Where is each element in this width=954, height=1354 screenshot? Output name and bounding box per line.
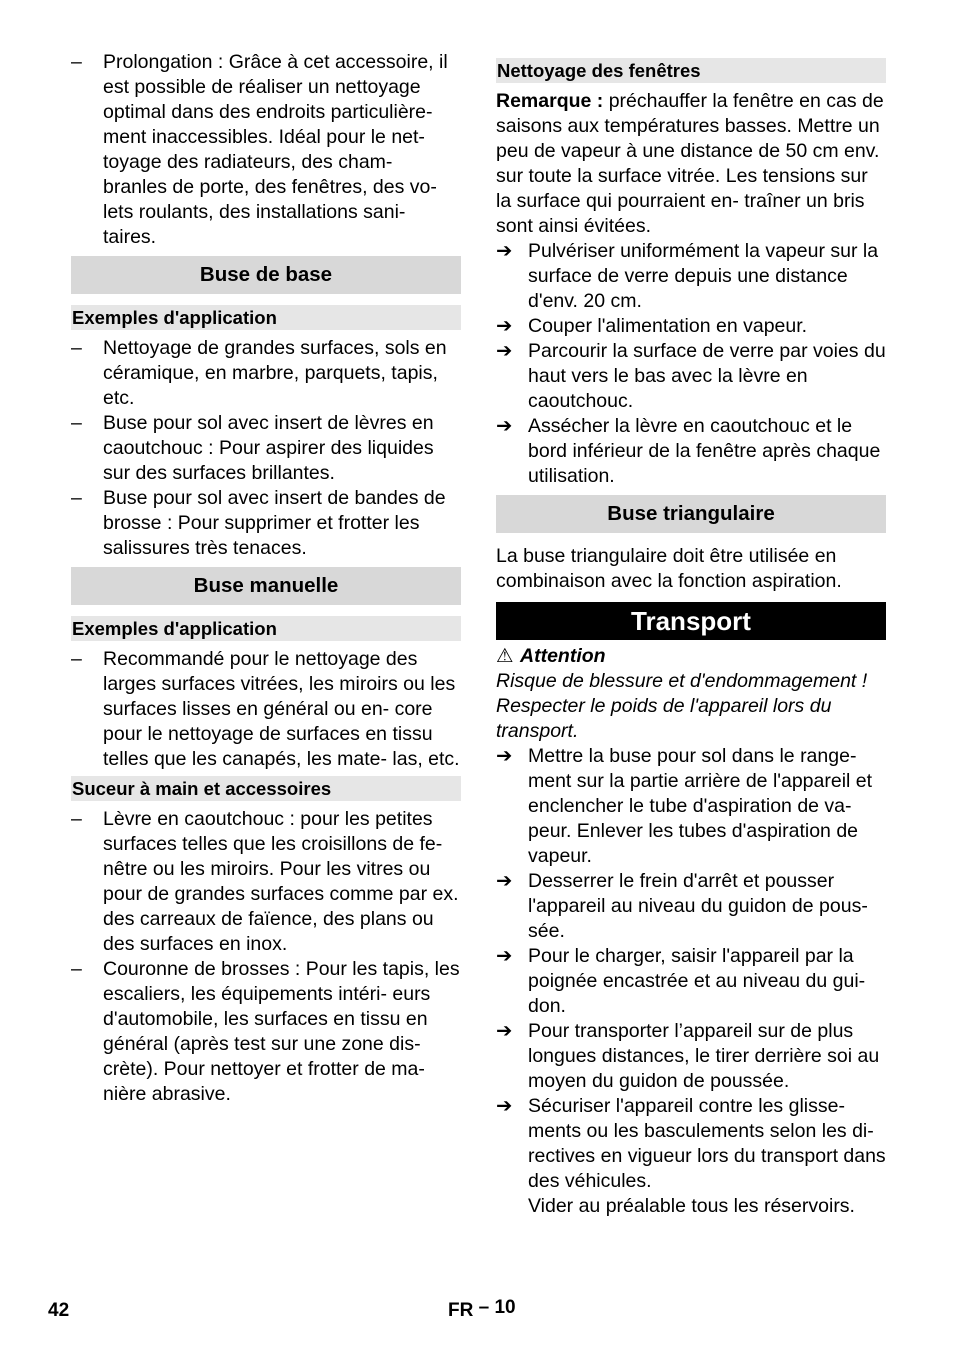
final-note: Vider au préalable tous les réservoirs. — [528, 1195, 855, 1217]
arrow-right-icon: ➔ — [496, 315, 513, 337]
arrow-right-icon: ➔ — [496, 745, 513, 767]
page-number: 42 — [48, 1300, 70, 1321]
right-column — [496, 58, 886, 1219]
step-item: ➔ Desserrer le frein d'arrêt et pousser l'appareil au niveau du guidon de pous- sée. — [496, 870, 868, 942]
subheading-nettoyage-fenetres: Nettoyage des fenêtres — [496, 58, 886, 83]
step-item: ➔ Parcourir la surface de verre par voies du haut vers le bas avec la lèvre en caoutchouc. — [496, 340, 886, 412]
remark-paragraph: Remarque : préchauffer la fenêtre en cas de saisons aux températures basses. Mettre un peu de vapeur à une distance de 50 cm env. sur toute la surface vitrée. Les tensions sur la surface qui pourraient en- traîner un bris sont ainsi évitées. — [496, 90, 884, 237]
list-item: – Couronne de brosses : Pour les tapis, les escaliers, les équipements intéri- eurs d'automobile, les surfaces en tissu en général (après test sur une zone dis- crète). Pour nettoyer et frotter de ma- nière abrasive. — [71, 957, 461, 1107]
warning-title: ⚠ Attention — [496, 645, 606, 667]
warning-text: Risque de blessure et d'endommagement ! Respecter le poids de l'appareil lors du transport. — [496, 670, 868, 742]
step-item: ➔ Assécher la lèvre en caoutchouc et le bord inférieur de la fenêtre après chaque utilisation. — [496, 415, 881, 487]
subheading-exemples-application: Exemples d'application — [71, 305, 461, 330]
step-item: ➔ Mettre la buse pour sol dans le range- ment sur la partie arrière de l'appareil et enclencher le tube d'aspiration de va- peur. Enlever les tubes d'aspiration de vapeur. — [496, 745, 873, 867]
step-item: ➔ Pour le charger, saisir l'appareil par la poignée encastrée et au niveau du gui- don. — [496, 945, 866, 1017]
arrow-right-icon: ➔ — [496, 1020, 513, 1042]
list-item: – Prolongation : Grâce à cet accessoire, il est possible de réaliser un nettoyage optimal dans des endroits particulière- ment inaccessibles. Idéal pour le net- toyage des radiateurs, des cham- branles de porte, des fenêtres, des vo- lets roulants, des installations sani- taires. — [71, 50, 461, 250]
step-item: ➔ Pour transporter l’appareil sur de plus longues distances, le tirer derrière soi au moyen du guidon de poussée. — [496, 1020, 880, 1092]
arrow-right-icon: ➔ — [496, 240, 513, 262]
arrow-right-icon: ➔ — [496, 945, 513, 967]
step-item: ➔ Couper l'alimentation en vapeur. — [496, 315, 808, 337]
step-item: ➔ Pulvériser uniformément la vapeur sur la surface de verre depuis une distance d'env. 20 cm. — [496, 240, 879, 312]
list-item: – Nettoyage de grandes surfaces, sols en céramique, en marbre, parquets, tapis, etc. — [71, 336, 461, 411]
subheading-suceur: Suceur à main et accessoires — [71, 776, 461, 801]
arrow-right-icon: ➔ — [496, 870, 513, 892]
arrow-right-icon: ➔ — [496, 340, 513, 362]
triangular-paragraph: La buse triangulaire doit être utilisée en combinaison avec la fonction aspiration. — [496, 545, 842, 592]
remark-label: Remarque : — [496, 90, 604, 112]
left-column — [71, 50, 461, 1107]
arrow-right-icon: ➔ — [496, 415, 513, 437]
section-heading-buse-triangulaire: Buse triangulaire — [496, 495, 886, 533]
arrow-right-icon: ➔ — [496, 1095, 513, 1117]
footer-label: FR – 10 — [448, 1297, 516, 1321]
step-item: ➔ Sécuriser l'appareil contre les glisse- ments ou les basculements selon les di- rectives en vigueur lors du transport dans des véhicules. — [496, 1095, 886, 1192]
section-heading-buse-de-base: Buse de base — [71, 256, 461, 294]
chapter-heading-transport: Transport — [496, 602, 886, 640]
list-item: – Buse pour sol avec insert de lèvres en caoutchouc : Pour aspirer des liquides sur des surfaces brillantes. — [71, 411, 461, 486]
subheading-exemples-application: Exemples d'application — [71, 616, 461, 641]
list-item: – Lèvre en caoutchouc : pour les petites surfaces telles que les croisillons de fe- nêtre ou les miroirs. Pour les vitres ou pour de grandes surfaces comme par ex. des carreaux de faïence, des plans ou des surfaces en inox. — [71, 807, 461, 957]
list-item: – Recommandé pour le nettoyage des larges surfaces vitrées, les miroirs ou les surfaces lisses en général ou en- core pour le nettoyage de surfaces en tissu telles que les canapés, les mate- las, etc. — [71, 647, 461, 772]
section-heading-buse-manuelle: Buse manuelle — [71, 567, 461, 605]
warning-triangle-icon: ⚠ — [496, 645, 514, 667]
list-item: – Buse pour sol avec insert de bandes de brosse : Pour supprimer et frotter les salissures très tenaces. — [71, 486, 461, 561]
